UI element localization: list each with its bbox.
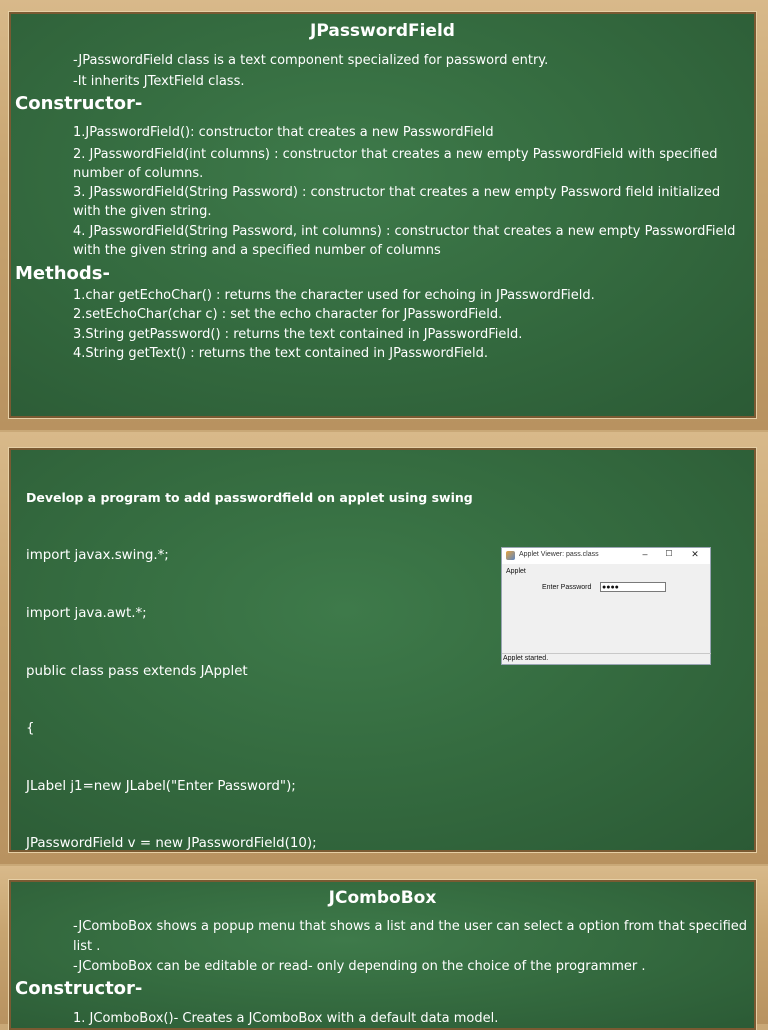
code-line: public class pass extends JApplet	[26, 663, 248, 679]
intro-line-2: -JComboBox can be editable or read- only depending on the choice of the programmer .	[73, 959, 646, 974]
method-item-1: 1.char getEchoChar() : returns the character used for echoing in JPasswordField.	[73, 288, 595, 303]
applet-status-bar: Applet started.	[502, 653, 711, 664]
program-heading: Develop a program to add passwordfield on applet using swing	[26, 490, 473, 505]
intro-line-1: -JPasswordField class is a text component specialized for password entry.	[73, 53, 549, 68]
methods-heading: Methods-	[15, 263, 110, 284]
slide-program	[9, 448, 756, 852]
slide-jpasswordfield	[9, 12, 756, 418]
intro-line-2: -It inherits JTextField class.	[73, 74, 245, 89]
method-item-2: 2.setEchoChar(char c) : set the echo character for JPasswordField.	[73, 307, 503, 322]
code-block	[26, 508, 469, 852]
constructor-item-3: 3. JPasswordField(String Password) : constructor that creates a new empty Password field initialized with the given string.	[73, 185, 721, 219]
code-line: import java.awt.*;	[26, 606, 147, 622]
slide-jcombobox	[9, 880, 756, 1030]
code-line: JPasswordField v = new JPasswordField(10);	[26, 836, 317, 852]
java-icon	[506, 551, 515, 560]
applet-viewer-window	[501, 547, 711, 665]
constructor-item-2: 2. JPasswordField(int columns) : constructor that creates a new empty PasswordField with specified number of columns.	[73, 147, 718, 181]
applet-menu[interactable]: Applet	[506, 568, 526, 575]
constructor-item-4: 4. JPasswordField(String Password, int columns) : constructor that creates a new empty PasswordField with the given string and a specified number of columns	[73, 224, 736, 258]
code-line: {	[26, 721, 35, 737]
applet-title-bar	[502, 548, 710, 564]
intro-line-1: -JComboBox shows a popup menu that shows a list and the user can select a option from that specified list .	[73, 919, 748, 954]
slide-title: JComboBox	[328, 888, 437, 908]
maximize-button[interactable]: ☐	[665, 549, 673, 558]
method-item-4: 4.String getText() : returns the text contained in JPasswordField.	[73, 346, 488, 361]
code-line: import javax.swing.*;	[26, 548, 169, 564]
minimize-button[interactable]: –	[642, 549, 648, 559]
code-line: JLabel j1=new JLabel("Enter Password");	[26, 778, 296, 794]
close-button[interactable]: ✕	[691, 549, 699, 559]
enter-password-label: Enter Password	[542, 584, 592, 591]
applet-window-title: Applet Viewer: pass.class	[519, 551, 599, 558]
constructor-item-1: 1.JPasswordField(): constructor that creates a new PasswordField	[73, 125, 494, 140]
constructor-heading: Constructor-	[15, 978, 143, 999]
slide-title: JPasswordField	[310, 21, 455, 41]
constructor-heading: Constructor-	[15, 93, 143, 114]
constructor-item-1: 1. JComboBox()- Creates a JComboBox with a default data model.	[73, 1011, 499, 1026]
password-field[interactable]: ●●●●	[600, 582, 666, 592]
method-item-3: 3.String getPassword() : returns the text contained in JPasswordField.	[73, 327, 523, 342]
